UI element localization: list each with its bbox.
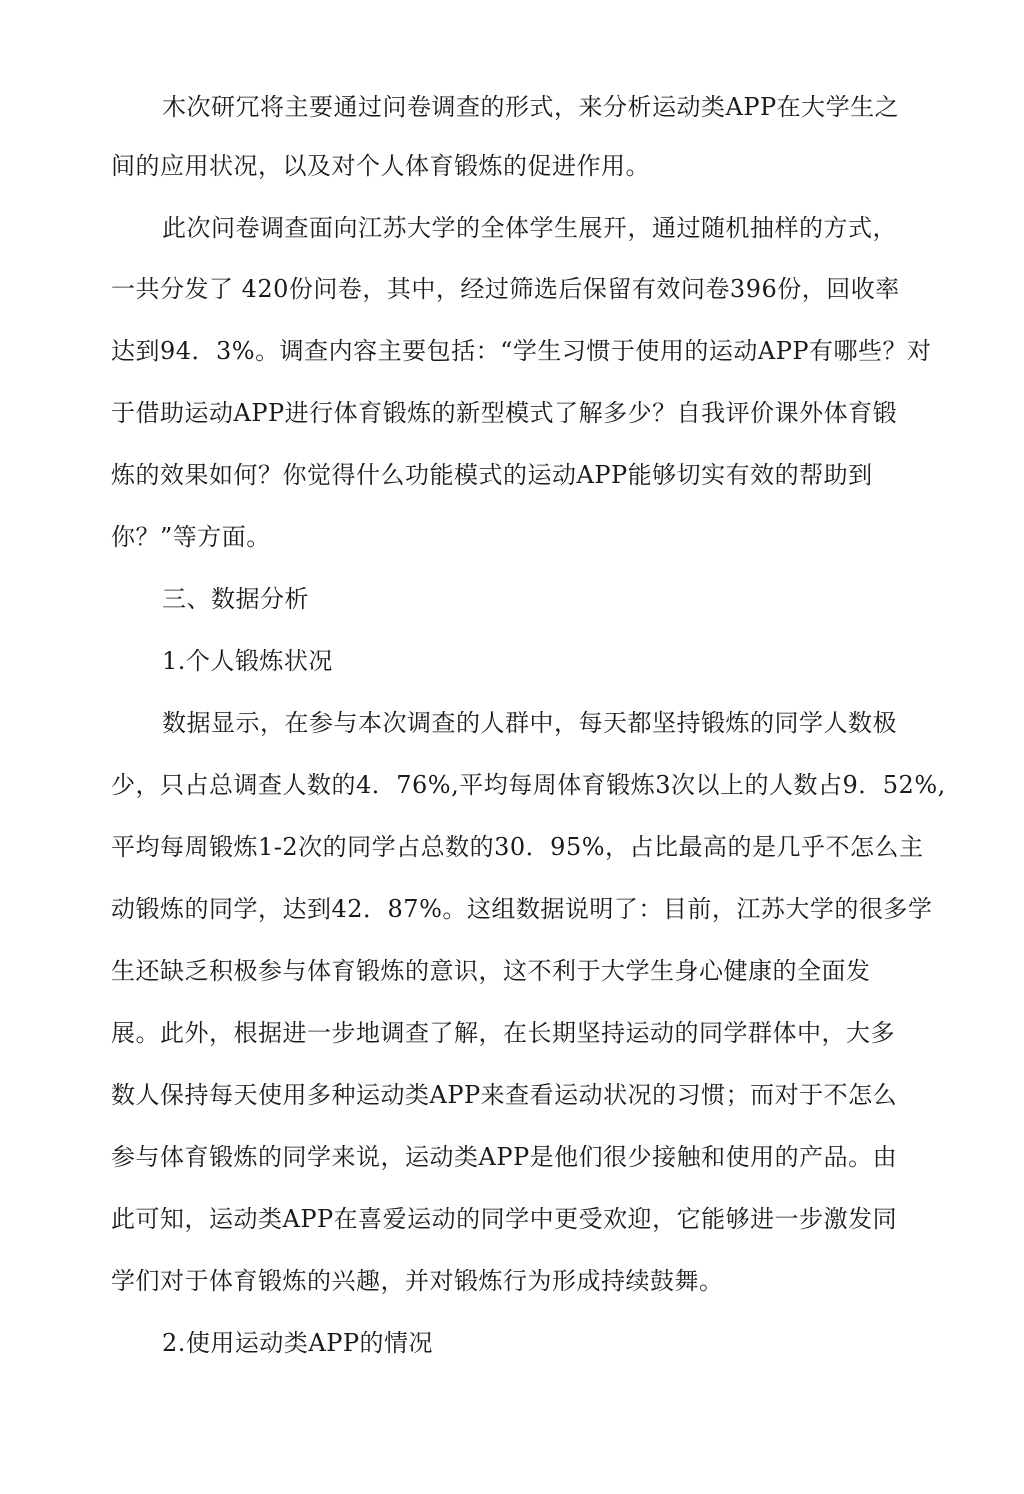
paragraph-2-line-3: 达到94．3%。调查内容主要包括：“学生习惯于使用的运动APP有哪些？对 [111, 337, 932, 365]
paragraph-3-line-8: 参与体育锻炼的同学来说，运动类APP是他们很少接触和使用的产品。由 [111, 1143, 898, 1171]
paragraph-3-line-1: 数据显示，在参与本次调查的人群中，每天都坚持锻炼的同学人数极 [162, 709, 897, 737]
paragraph-3-line-9: 此可知，运动类APP在喜爱运动的同学中更受欢迎，它能够进一步激发同 [111, 1205, 898, 1233]
paragraph-3-line-2: 少，只占总调查人数的4．76%,平均每周体育锻炼3次以上的人数占9．52%, [111, 771, 946, 799]
paragraph-2-line-5: 炼的效果如何？你觉得什么功能模式的运动APP能够切实有效的帮助到 [111, 461, 873, 489]
paragraph-3-line-10: 学们对于体育锻炼的兴趣，并对锻炼行为形成持续鼓舞。 [111, 1267, 724, 1295]
paragraph-2-line-4: 于借助运动APP进行体育锻炼的新型模式了解多少？自我评价课外体育锻 [111, 399, 898, 427]
paragraph-3-line-3: 平均每周锻炼1-2次的同学占总数的30．95%，占比最高的是几乎不怎么主 [111, 833, 924, 861]
paragraph-3-line-4: 动锻炼的同学，达到42．87%。这组数据说明了：目前，江苏大学的很多学 [111, 895, 933, 923]
paragraph-2-line-6: 你？”等方面。 [111, 523, 271, 551]
paragraph-3-line-6: 展。此外，根据进一步地调查了解，在长期坚持运动的同学群体中，大多 [111, 1019, 895, 1047]
paragraph-2-line-2: 一共分发了 420份问卷，其中，经过筛选后保留有效问卷396份，回收率 [111, 275, 900, 303]
section-heading: 三、数据分析 [162, 585, 309, 613]
paragraph-2-line-1: 此次问卷调查面向江苏大学的全体学生展幵，通过随机抽样的方式， [162, 214, 897, 242]
paragraph-3-line-5: 生还缺乏积极参与体育锻炼的意识，这不利于大学生身心健康的全面发 [111, 957, 871, 985]
subsection-heading-1: 1.个人锻炼状况 [162, 647, 333, 675]
paragraph-3-line-7: 数人保持每天使用多种运动类APP来查看运动状况的习惯；而对于不怎么 [111, 1081, 898, 1109]
paragraph-1-line-2: 间的应用状况，以及对个人体育锻炼的促进作用。 [111, 152, 650, 180]
subsection-heading-2: 2.使用运动类APP的情况 [162, 1329, 434, 1357]
paragraph-1-line-1: 木次研冗将主要通过问卷调查的形式，来分析运动类APP在大学生之 [162, 93, 900, 121]
